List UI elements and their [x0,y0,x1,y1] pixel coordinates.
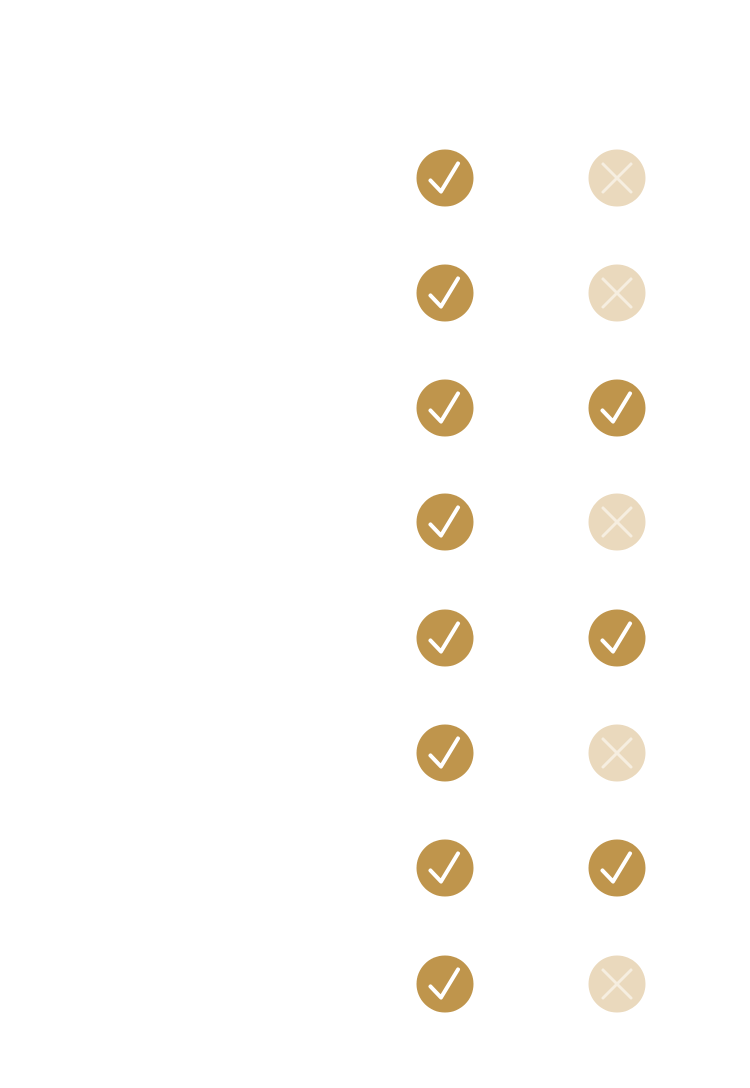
column-b-cell [588,955,646,1013]
check-icon [588,609,646,667]
check-icon [416,839,474,897]
comparison-row [0,149,750,207]
column-a-cell [416,149,474,207]
column-b-cell [588,609,646,667]
x-icon [588,264,646,322]
check-icon [416,264,474,322]
column-b-cell [588,149,646,207]
comparison-row [0,839,750,897]
check-icon [588,379,646,437]
check-icon [416,955,474,1013]
column-b-cell [588,379,646,437]
check-icon [588,839,646,897]
icon-circle [417,610,474,667]
check-icon [416,724,474,782]
check-icon [416,149,474,207]
comparison-row [0,379,750,437]
icon-circle [417,840,474,897]
icon-circle [589,380,646,437]
comparison-row [0,264,750,322]
comparison-row [0,724,750,782]
icon-circle [417,150,474,207]
x-icon [588,493,646,551]
column-b-cell [588,724,646,782]
x-icon [588,955,646,1013]
x-icon [588,724,646,782]
icon-circle [589,610,646,667]
column-b-cell [588,839,646,897]
column-a-cell [416,839,474,897]
column-b-cell [588,264,646,322]
check-icon [416,609,474,667]
icon-circle [589,840,646,897]
column-a-cell [416,379,474,437]
column-a-cell [416,264,474,322]
column-b-cell [588,493,646,551]
check-icon [416,493,474,551]
check-icon [416,379,474,437]
icon-circle [417,380,474,437]
icon-circle [417,494,474,551]
column-a-cell [416,609,474,667]
comparison-row [0,609,750,667]
comparison-row [0,955,750,1013]
icon-circle [417,956,474,1013]
comparison-row [0,493,750,551]
x-icon [588,149,646,207]
icon-circle [417,725,474,782]
column-a-cell [416,493,474,551]
column-a-cell [416,724,474,782]
icon-circle [417,265,474,322]
column-a-cell [416,955,474,1013]
